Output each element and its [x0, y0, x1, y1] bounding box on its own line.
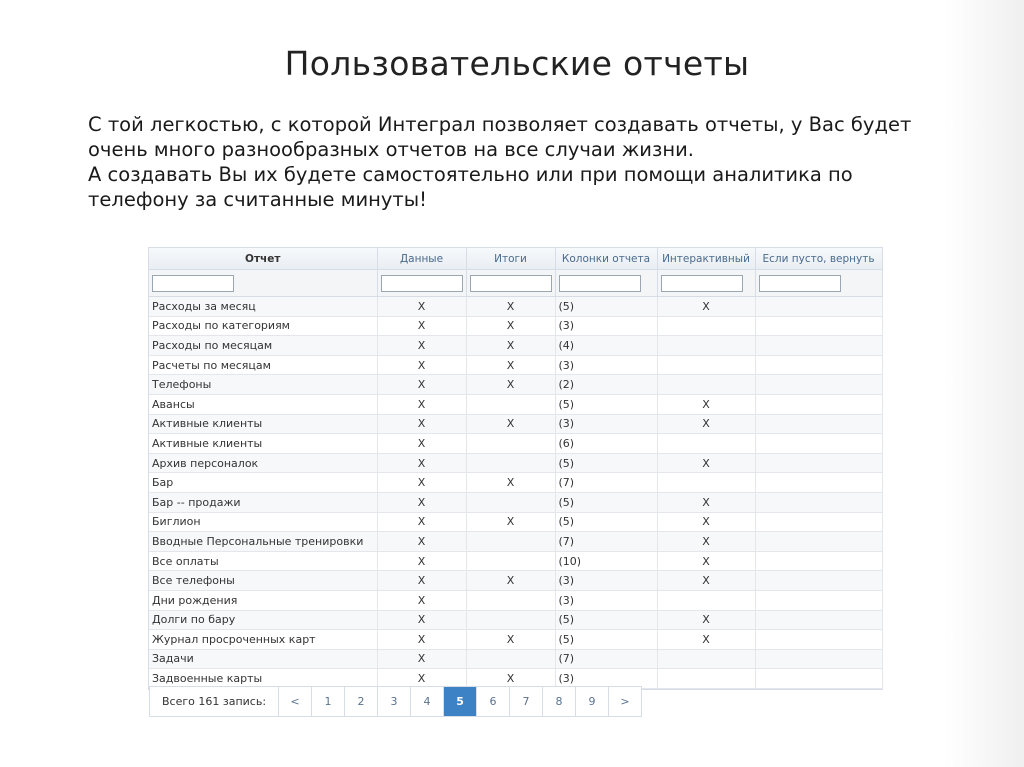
- data-cell: X: [377, 355, 466, 375]
- totals-cell: [466, 492, 555, 512]
- page-button[interactable]: 3: [378, 687, 411, 716]
- filter-input-if-empty[interactable]: [759, 275, 841, 292]
- totals-cell: X: [466, 355, 555, 375]
- report-name-link[interactable]: Бар: [149, 473, 377, 493]
- interactive-cell: X: [657, 551, 755, 571]
- pagination: [149, 686, 642, 717]
- column-header-if-empty[interactable]: Если пусто, вернуть: [755, 248, 882, 270]
- intro-line: А создавать Вы их будете самостоятельно или при помощи аналитика по: [88, 163, 853, 186]
- interactive-cell: [657, 473, 755, 493]
- if-empty-cell: [755, 492, 882, 512]
- table-row[interactable]: [149, 336, 882, 356]
- if-empty-cell: [755, 297, 882, 317]
- data-cell: X: [377, 297, 466, 317]
- filter-cell: [377, 270, 466, 297]
- if-empty-cell: [755, 375, 882, 395]
- if-empty-cell: [755, 453, 882, 473]
- table-row[interactable]: [149, 394, 882, 414]
- interactive-cell: X: [657, 297, 755, 317]
- filter-cell: [149, 270, 377, 297]
- if-empty-cell: [755, 571, 882, 591]
- table-row[interactable]: [149, 473, 882, 493]
- interactive-cell: [657, 375, 755, 395]
- totals-cell: [466, 434, 555, 454]
- report-name-link[interactable]: Все телефоны: [149, 571, 377, 591]
- interactive-cell: [657, 590, 755, 610]
- table-row[interactable]: [149, 590, 882, 610]
- filter-input-report-columns[interactable]: [559, 275, 641, 292]
- intro-paragraph: [88, 112, 948, 212]
- interactive-cell: [657, 434, 755, 454]
- interactive-cell: X: [657, 394, 755, 414]
- interactive-cell: X: [657, 512, 755, 532]
- interactive-cell: [657, 336, 755, 356]
- totals-cell: X: [466, 375, 555, 395]
- totals-cell: [466, 453, 555, 473]
- if-empty-cell: [755, 610, 882, 630]
- page-button[interactable]: 8: [543, 687, 576, 716]
- if-empty-cell: [755, 414, 882, 434]
- table-row[interactable]: [149, 610, 882, 630]
- if-empty-cell: [755, 630, 882, 650]
- interactive-cell: X: [657, 571, 755, 591]
- column-header-report[interactable]: Отчет: [149, 248, 377, 270]
- data-cell: X: [377, 394, 466, 414]
- interactive-cell: [657, 669, 755, 689]
- filter-input-interactive[interactable]: [661, 275, 743, 292]
- if-empty-cell: [755, 669, 882, 689]
- table-row[interactable]: [149, 355, 882, 375]
- report-name-link[interactable]: Задачи: [149, 649, 377, 669]
- report-columns-link[interactable]: (5): [555, 492, 657, 512]
- interactive-cell: X: [657, 414, 755, 434]
- data-cell: X: [377, 669, 466, 689]
- totals-cell: X: [466, 297, 555, 317]
- report-columns-link[interactable]: (5): [555, 453, 657, 473]
- if-empty-cell: [755, 394, 882, 414]
- filter-cell: [657, 270, 755, 297]
- report-name-link[interactable]: Активные клиенты: [149, 434, 377, 454]
- interactive-cell: X: [657, 492, 755, 512]
- totals-cell: X: [466, 316, 555, 336]
- report-columns-link[interactable]: (3): [555, 590, 657, 610]
- data-cell: X: [377, 649, 466, 669]
- totals-cell: X: [466, 336, 555, 356]
- data-cell: X: [377, 571, 466, 591]
- totals-cell: [466, 394, 555, 414]
- report-columns-link[interactable]: (3): [555, 316, 657, 336]
- if-empty-cell: [755, 551, 882, 571]
- data-cell: X: [377, 590, 466, 610]
- table-row[interactable]: [149, 414, 882, 434]
- report-columns-link[interactable]: (7): [555, 473, 657, 493]
- filter-cell: [755, 270, 882, 297]
- report-name-link[interactable]: Авансы: [149, 394, 377, 414]
- report-name-link[interactable]: Бар -- продажи: [149, 492, 377, 512]
- current-page-button[interactable]: 5: [444, 687, 477, 716]
- reports-grid: [148, 247, 883, 690]
- data-cell: X: [377, 473, 466, 493]
- report-columns-link[interactable]: (5): [555, 394, 657, 414]
- column-header-data[interactable]: Данные: [377, 248, 466, 270]
- filter-cell: [555, 270, 657, 297]
- data-cell: X: [377, 551, 466, 571]
- interactive-cell: X: [657, 453, 755, 473]
- table-row[interactable]: [149, 316, 882, 336]
- if-empty-cell: [755, 532, 882, 552]
- totals-cell: X: [466, 473, 555, 493]
- if-empty-cell: [755, 649, 882, 669]
- report-name-link[interactable]: Задвоенные карты: [149, 669, 377, 689]
- interactive-cell: X: [657, 532, 755, 552]
- if-empty-cell: [755, 355, 882, 375]
- column-header-totals[interactable]: Итоги: [466, 248, 555, 270]
- table-row[interactable]: [149, 649, 882, 669]
- data-cell: X: [377, 434, 466, 454]
- grid-header-row: [149, 248, 882, 270]
- report-columns-link[interactable]: (7): [555, 532, 657, 552]
- data-cell: X: [377, 375, 466, 395]
- report-name-link[interactable]: Расходы по категориям: [149, 316, 377, 336]
- report-name-link[interactable]: Дни рождения: [149, 590, 377, 610]
- slide-edge-shadow: [944, 0, 1024, 767]
- intro-line: очень много разнообразных отчетов на все случаи жизни.: [88, 138, 694, 161]
- report-name-link[interactable]: Расходы по месяцам: [149, 336, 377, 356]
- table-row[interactable]: [149, 297, 882, 317]
- table-row[interactable]: [149, 551, 882, 571]
- totals-cell: [466, 610, 555, 630]
- report-columns-link[interactable]: (5): [555, 512, 657, 532]
- filter-input-report[interactable]: [152, 275, 234, 292]
- page-button[interactable]: 2: [345, 687, 378, 716]
- report-name-link[interactable]: Архив персоналок: [149, 453, 377, 473]
- totals-cell: [466, 649, 555, 669]
- report-columns-link[interactable]: (7): [555, 649, 657, 669]
- report-columns-link[interactable]: (3): [555, 571, 657, 591]
- report-name-link[interactable]: Вводные Персональные тренировки: [149, 532, 377, 552]
- interactive-cell: X: [657, 610, 755, 630]
- interactive-cell: [657, 649, 755, 669]
- report-name-link[interactable]: Активные клиенты: [149, 414, 377, 434]
- totals-cell: X: [466, 571, 555, 591]
- if-empty-cell: [755, 316, 882, 336]
- filter-cell: [466, 270, 555, 297]
- table-row[interactable]: [149, 630, 882, 650]
- page-button[interactable]: 1: [312, 687, 345, 716]
- prev-page-button[interactable]: <: [279, 687, 312, 716]
- table-row[interactable]: [149, 571, 882, 591]
- column-header-interactive[interactable]: Интерактивный: [657, 248, 755, 270]
- totals-cell: X: [466, 630, 555, 650]
- report-columns-link[interactable]: (5): [555, 297, 657, 317]
- if-empty-cell: [755, 473, 882, 493]
- report-columns-link[interactable]: (6): [555, 434, 657, 454]
- page-button[interactable]: 4: [411, 687, 444, 716]
- report-name-link[interactable]: Биглион: [149, 512, 377, 532]
- totals-cell: [466, 551, 555, 571]
- if-empty-cell: [755, 590, 882, 610]
- table-row[interactable]: [149, 512, 882, 532]
- report-columns-link[interactable]: (3): [555, 669, 657, 689]
- data-cell: X: [377, 336, 466, 356]
- data-cell: X: [377, 492, 466, 512]
- intro-line: С той легкостью, с которой Интеграл позволяет создавать отчеты, у Вас будет: [88, 113, 912, 136]
- totals-cell: X: [466, 414, 555, 434]
- data-cell: X: [377, 414, 466, 434]
- slide-title: Пользовательские отчеты: [284, 44, 750, 83]
- table-row[interactable]: [149, 492, 882, 512]
- data-cell: X: [377, 532, 466, 552]
- report-columns-link[interactable]: (5): [555, 610, 657, 630]
- report-name-link[interactable]: Журнал просроченных карт: [149, 630, 377, 650]
- column-header-report-columns[interactable]: Колонки отчета: [555, 248, 657, 270]
- report-columns-link[interactable]: (3): [555, 414, 657, 434]
- interactive-cell: X: [657, 630, 755, 650]
- report-name-link[interactable]: Все оплаты: [149, 551, 377, 571]
- totals-cell: X: [466, 669, 555, 689]
- totals-cell: X: [466, 512, 555, 532]
- grid-filter-row: [149, 270, 882, 297]
- page-button[interactable]: 7: [510, 687, 543, 716]
- if-empty-cell: [755, 434, 882, 454]
- report-name-link[interactable]: Расчеты по месяцам: [149, 355, 377, 375]
- next-page-button[interactable]: >: [620, 695, 630, 708]
- report-name-link[interactable]: Расходы за месяц: [149, 297, 377, 317]
- data-cell: X: [377, 512, 466, 532]
- report-columns-link[interactable]: (4): [555, 336, 657, 356]
- report-name-link[interactable]: Телефоны: [149, 375, 377, 395]
- interactive-cell: [657, 355, 755, 375]
- report-columns-link[interactable]: (10): [555, 551, 657, 571]
- data-cell: X: [377, 453, 466, 473]
- totals-cell: [466, 590, 555, 610]
- data-cell: X: [377, 630, 466, 650]
- table-row[interactable]: [149, 375, 882, 395]
- page-button[interactable]: 9: [576, 687, 609, 716]
- report-name-link[interactable]: Долги по бару: [149, 610, 377, 630]
- data-cell: X: [377, 610, 466, 630]
- table-row[interactable]: [149, 434, 882, 454]
- interactive-cell: [657, 316, 755, 336]
- report-columns-link[interactable]: (3): [555, 355, 657, 375]
- if-empty-cell: [755, 512, 882, 532]
- table-row[interactable]: [149, 532, 882, 552]
- report-columns-link[interactable]: (2): [555, 375, 657, 395]
- filter-input-totals[interactable]: [470, 275, 552, 292]
- totals-cell: [466, 532, 555, 552]
- report-columns-link[interactable]: (5): [555, 630, 657, 650]
- page-button[interactable]: 6: [477, 687, 510, 716]
- filter-input-data[interactable]: [381, 275, 463, 292]
- intro-line: телефону за считанные минуты!: [88, 188, 427, 211]
- table-row[interactable]: [149, 453, 882, 473]
- if-empty-cell: [755, 336, 882, 356]
- data-cell: X: [377, 316, 466, 336]
- record-count: Всего 161 запись:: [150, 687, 279, 716]
